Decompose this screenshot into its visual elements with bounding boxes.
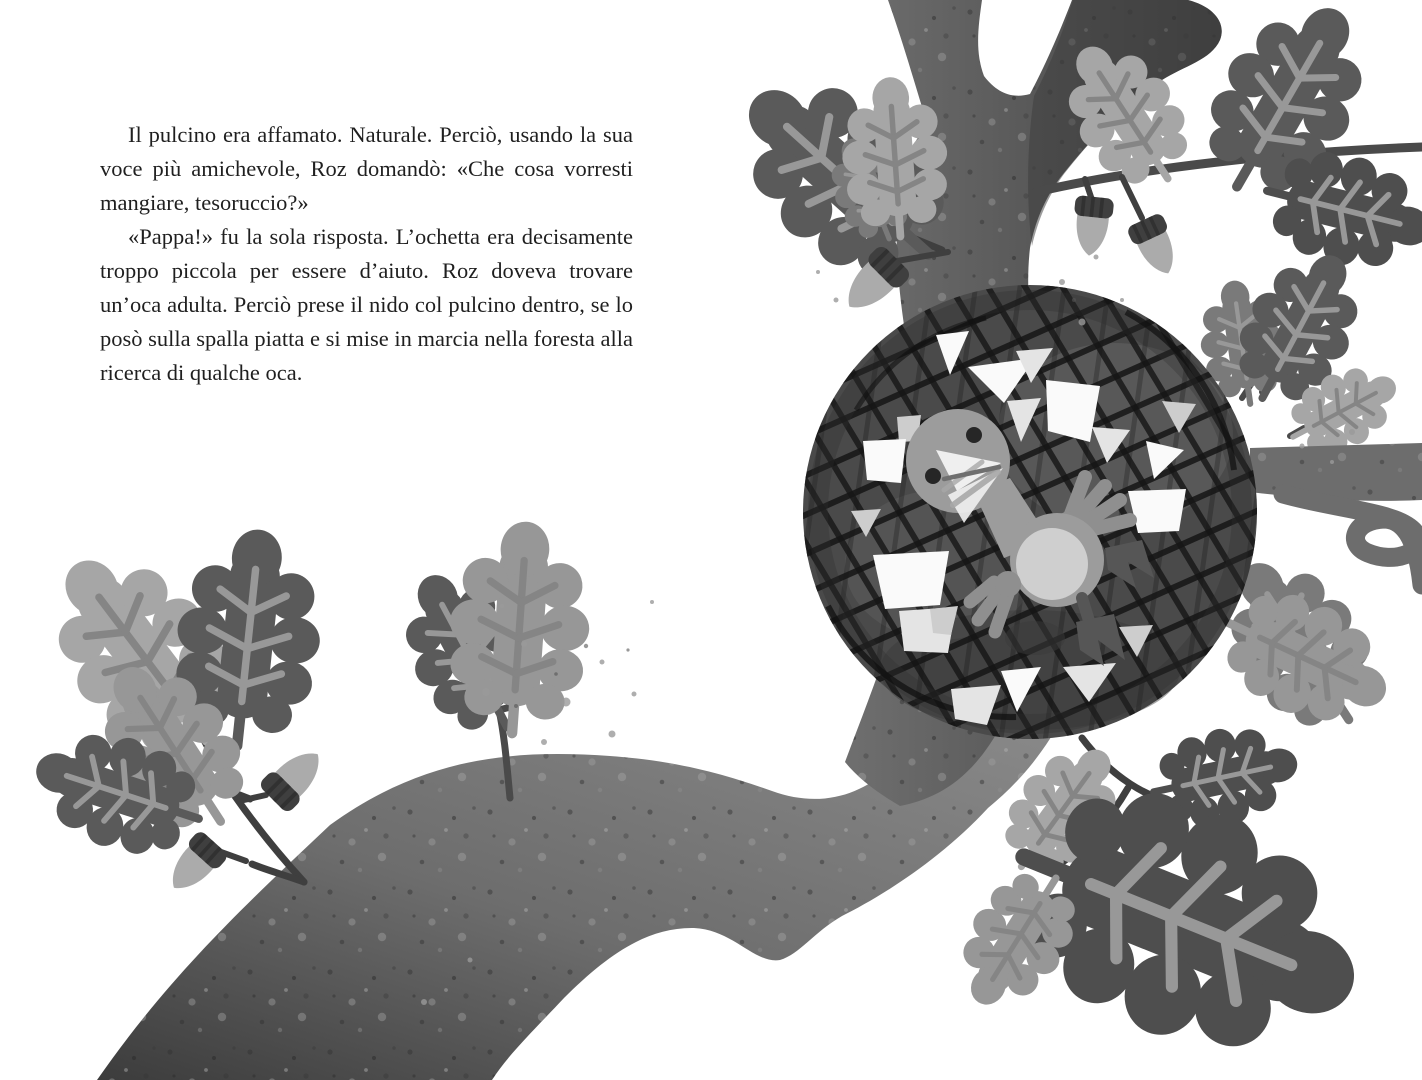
gosling-eye [966,427,982,443]
acorn [1070,195,1115,258]
story-paragraph-1: Il pulcino era affamato. Naturale. Perciò, usando la sua voce più amichevole, Roz domandò: «Che cosa vorresti mangiare, tesoruccio?» [100,122,633,215]
story-paragraph-2: «Pappa!» fu la sola risposta. L’ochetta era decisamente troppo piccola per essere d’aiuto. Roz doveva trovare un’oca adulta. Perciò prese il nido col pulcino dentro, se lo posò sulla spalla piatta e si mise in marcia nella foresta alla ricerca di qualche oca. [100,224,633,385]
story-text [100,118,633,390]
gosling-belly [1016,528,1088,600]
acorn [1126,212,1186,282]
acorn [258,739,333,814]
curled-twig [1283,494,1422,585]
gosling-eye [925,468,941,484]
